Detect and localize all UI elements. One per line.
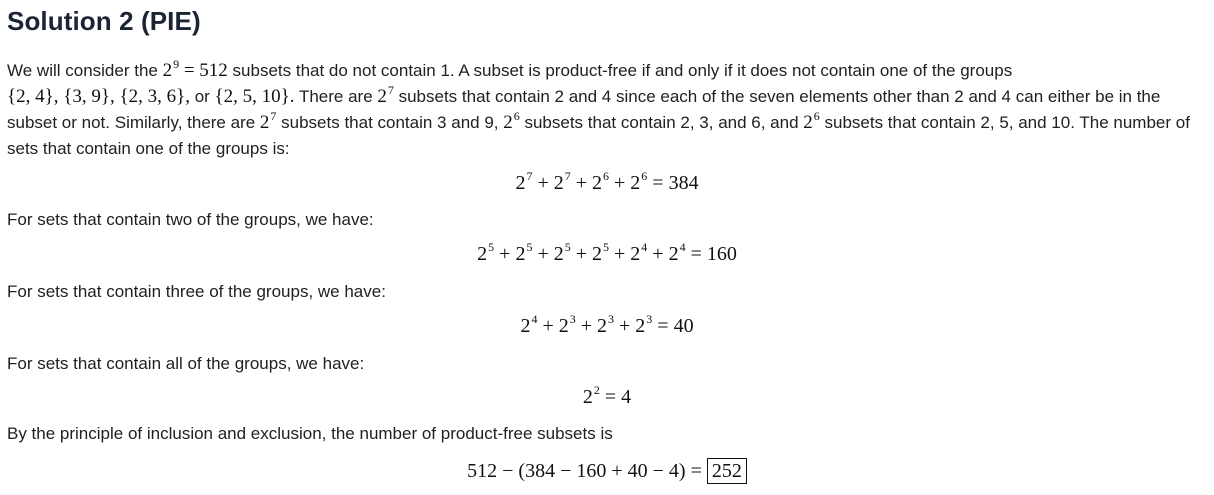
- power-term: $2^4$: [630, 240, 648, 265]
- power-term: $2^3$: [635, 312, 653, 337]
- plus-operator: +: [614, 243, 626, 265]
- math-power: $2^7$: [377, 83, 394, 107]
- equation-one-group: [0, 169, 1214, 195]
- equals-operator: =: [604, 386, 617, 408]
- intro-text: There are: [294, 87, 378, 106]
- intro-text: We will consider the: [7, 61, 163, 80]
- math-groups: {2, 4}, {3, 9}, {2, 3, 6},: [7, 86, 190, 107]
- power-term: $2^3$: [597, 312, 614, 337]
- equation-result: 40: [673, 315, 694, 337]
- math-power: $2^7$: [259, 109, 277, 133]
- power-term: $2^5$: [515, 240, 533, 265]
- power-term: $2^7$: [515, 169, 533, 194]
- plus-operator: +: [619, 315, 631, 337]
- equation-result: 160: [706, 243, 737, 265]
- plus-operator: +: [575, 172, 587, 194]
- intro-text: subsets that contain 2, 5, and 10. The number of sets that contain one of the groups is:: [7, 113, 1190, 158]
- intro-text: subsets that contain 2 and 4 since each of the seven elements other than 2 and 4 can either be in the subset or not. Similarly, there are: [7, 87, 1161, 132]
- power-term: $2^7$: [553, 169, 571, 194]
- power-term: $2^5$: [553, 240, 571, 265]
- plus-operator: +: [575, 243, 587, 265]
- intro-text: subsets that contain 3 and 9,: [276, 113, 504, 132]
- power-term: $2^3$: [558, 312, 576, 337]
- label-three-groups: For sets that contain three of the groups, we have:: [7, 282, 386, 301]
- section-heading: Solution 2 (PIE): [7, 6, 201, 36]
- label-two-groups: For sets that contain two of the groups, we have:: [7, 210, 374, 229]
- intro-text: or: [189, 87, 215, 106]
- math-group-last: {2, 5, 10}.: [214, 86, 295, 107]
- power-term: $2^6$: [630, 169, 648, 194]
- plus-operator: +: [537, 243, 549, 265]
- plus-operator: +: [537, 172, 549, 194]
- final-equation-lhs: 512 − (384 − 160 + 40 − 4) =: [467, 460, 702, 482]
- equation-three-groups: [0, 312, 1214, 338]
- math-power: $2^6$: [803, 109, 820, 133]
- plus-operator: +: [614, 172, 626, 194]
- final-equation: [0, 458, 1214, 484]
- power-term: $2^5$: [477, 240, 495, 265]
- label-all-groups: For sets that contain all of the groups, we have:: [7, 354, 365, 373]
- intro-paragraph: [7, 58, 1207, 162]
- plus-operator: +: [499, 243, 511, 265]
- equals-operator: =: [657, 315, 669, 337]
- power-term: $2^5$: [592, 240, 609, 265]
- power-term: $2^4$: [520, 312, 538, 337]
- plus-operator: +: [542, 315, 554, 337]
- plus-operator: +: [652, 243, 664, 265]
- equation-all-groups: [0, 383, 1214, 409]
- equation-result: 384: [668, 172, 699, 194]
- equals-operator: =: [690, 243, 702, 265]
- power-term: $2^4$: [668, 240, 686, 265]
- intro-text: subsets that do not contain 1. A subset is product-free if and only if it does not contain one of the groups: [227, 61, 1013, 80]
- math-total: $2^9 = 512$: [162, 57, 228, 81]
- intro-text: subsets that contain 2, 3, and 6, and: [519, 113, 804, 132]
- plus-operator: +: [580, 315, 592, 337]
- equals-operator: =: [652, 172, 664, 194]
- conclusion-text: By the principle of inclusion and exclusion, the number of product-free subsets is: [7, 424, 613, 443]
- math-power: $2^6$: [503, 109, 520, 133]
- equation-result: 4: [621, 386, 632, 408]
- power-term: $2^6$: [592, 169, 609, 194]
- equation-two-groups: [0, 240, 1214, 266]
- boxed-answer: 252: [707, 458, 747, 484]
- power-term: $2^2$: [582, 383, 600, 408]
